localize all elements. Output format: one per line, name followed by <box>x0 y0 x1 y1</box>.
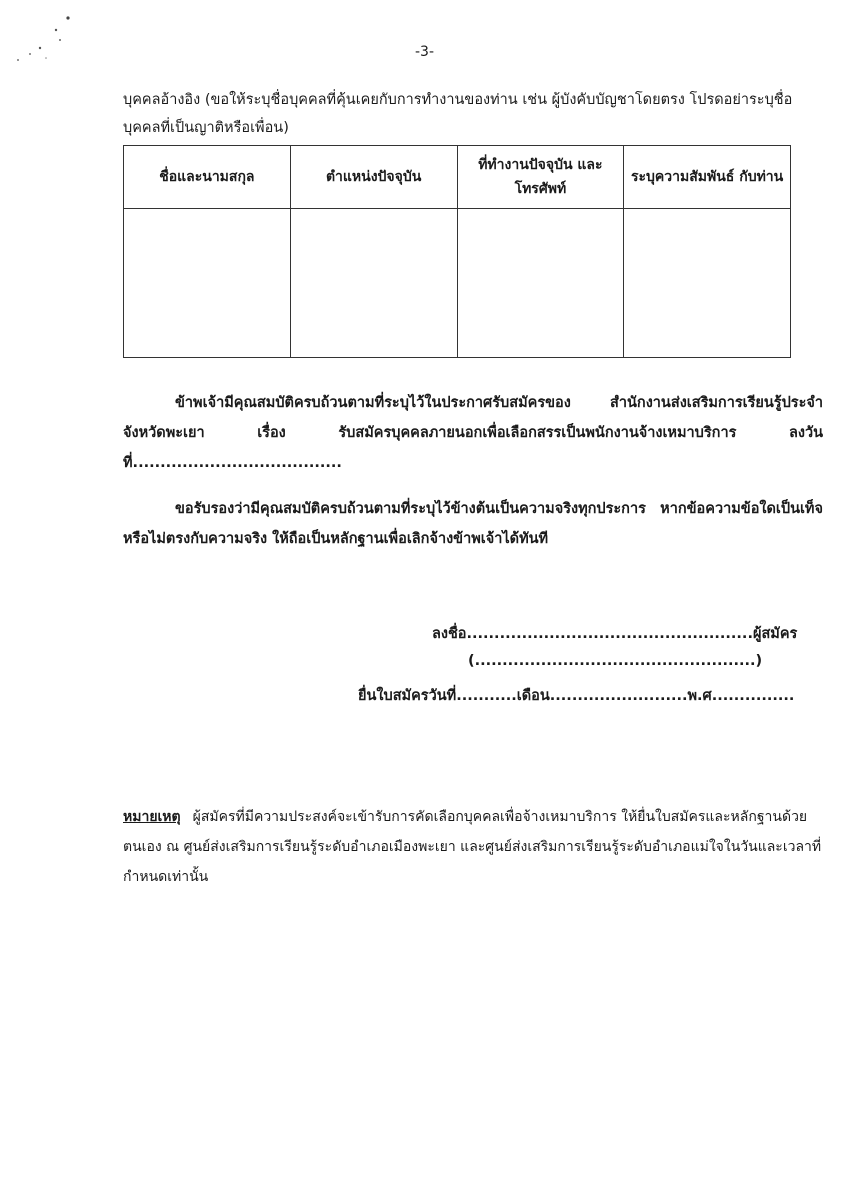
declaration-paragraph-1 <box>123 388 823 478</box>
remark-text: ผู้สมัครที่มีความประสงค์จะเข้ารับการคัดเลือกบุคคลเพื่อจ้างเหมาบริการ ให้ยื่นใบสมัครและหลักฐานด้วยตนเอง ณ ศูนย์ส่งเสริมการเรียนรู้ระดับอำเภอเมืองพะเยา และศูนย์ส่งเสริมการเรียนรู้ระดับอำเภอแม่ใจในวันและเวลาที่กำหนดเท่านั้น <box>123 809 822 885</box>
table-cell-position[interactable] <box>290 209 457 358</box>
declaration-text-2: ขอรับรองว่ามีคุณสมบัติครบถ้วนตามที่ระบุไว้ข้างต้นเป็นความจริงทุกประการ หากข้อความข้อใดเป็นเท็จหรือไม่ตรงกับความจริง ให้ถือเป็นหลักฐานเพื่อเลิกจ้างข้าพเจ้าได้ทันที <box>123 501 823 547</box>
submission-date-line: ยื่นใบสมัครวันที่...........เดือน.........................พ.ศ............... <box>358 688 795 704</box>
printed-name-line: (...................................................) <box>468 653 763 669</box>
table-cell-workplace-phone[interactable] <box>457 209 624 358</box>
page-number: -3- <box>414 44 434 60</box>
table-cell-relationship[interactable] <box>624 209 791 358</box>
reference-table <box>123 145 791 358</box>
table-header-row <box>124 146 791 209</box>
table-row <box>124 209 791 358</box>
header-position: ตำแหน่งปัจจุบัน <box>290 146 457 209</box>
remark-section <box>123 802 828 892</box>
scan-specks <box>10 10 80 70</box>
header-relationship: ระบุความสัมพันธ์ กับท่าน <box>624 146 791 209</box>
header-name: ชื่อและนามสกุล <box>124 146 291 209</box>
signature-line: ลงชื่อ....................................................ผู้สมัคร <box>432 626 798 642</box>
table-cell-name[interactable] <box>124 209 291 358</box>
declaration-text-1: ข้าพเจ้ามีคุณสมบัติครบถ้วนตามที่ระบุไว้ในประกาศรับสมัครของ สำนักงานส่งเสริมการเรียนรู้ประจำจังหวัดพะเยา เรื่อง รับสมัครบุคคลภายนอกเพื่อเลือกสรรเป็นพนักงานจ้างเหมาบริการ ลงวันที่...................................... <box>123 395 823 471</box>
header-workplace-phone: ที่ทำงานปัจจุบัน และโทรศัพท์ <box>457 146 624 209</box>
intro-text: บุคคลอ้างอิง (ขอให้ระบุชื่อบุคคลที่คุ้นเคยกับการทำงานของท่าน เช่น ผู้บังคับบัญชาโดยตรง โปรดอย่าระบุชื่อบุคคลที่เป็นญาติหรือเพื่อน) <box>123 92 793 136</box>
remark-label: หมายเหตุ <box>123 809 181 825</box>
declaration-paragraph-2 <box>123 494 823 554</box>
